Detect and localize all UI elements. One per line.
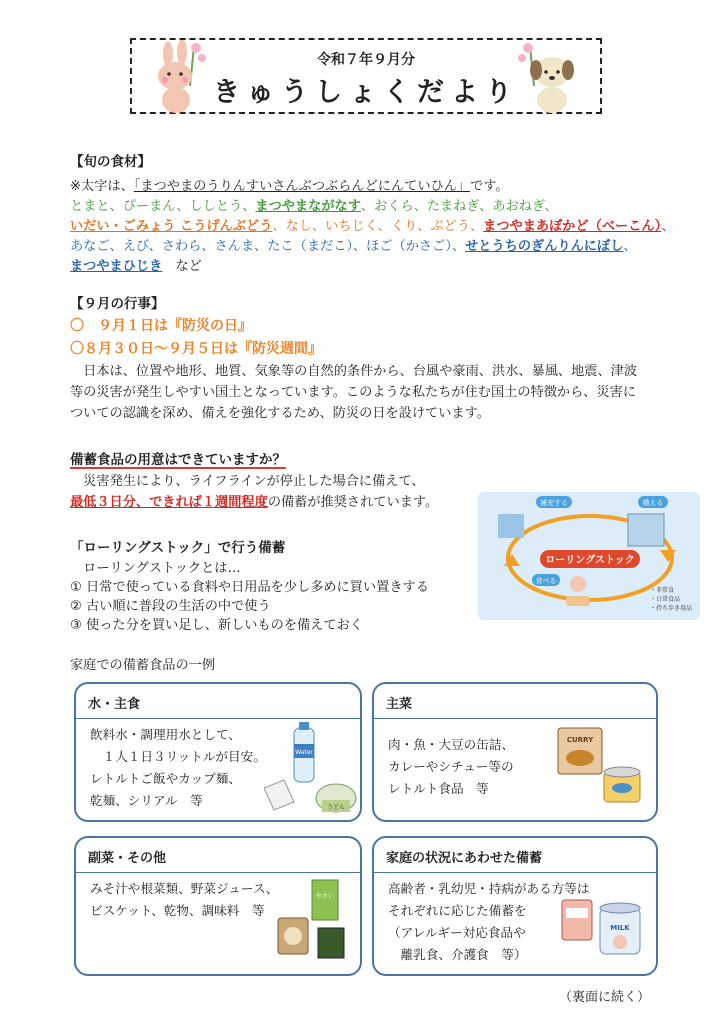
diagram-eat-label: 食べる: [535, 577, 557, 585]
brand-nagaasu: まつやまながなす: [255, 199, 361, 214]
rolling-step-1: ① 日常で使っている食料や日用品を少し多めに買い置きする: [70, 580, 429, 595]
card-main-dish: [372, 682, 658, 822]
card-line: 肉・魚・大豆の缶詰、: [388, 737, 514, 752]
event-disaster-week: 〇８月３０日～９月５日は『防災週間』: [70, 341, 322, 357]
card-line: みそ汁や根菜類、野菜ジュース、: [90, 881, 279, 896]
stock-question: 備蓄食品の用意はできていますか？: [70, 452, 286, 468]
card-line: 乾麺、シリアル 等: [90, 793, 203, 808]
events-paragraph-2: 等の災害が発生しやすい国土となっています。このような私たちが住む国土の特徴から、災害に: [70, 385, 637, 400]
continued-on-back: （裏面に続く）: [558, 990, 650, 1005]
rolling-step-3: ③ 使った分を買い足し、新しいものを備えておく: [70, 618, 363, 633]
card-line: カレーやシチュー等の: [388, 759, 514, 774]
water-label: Water: [295, 749, 313, 756]
event-disaster-day: 〇 ９月１日は『防災の日』: [70, 318, 252, 334]
card-water-staple: [74, 682, 362, 822]
note-suffix: です。: [470, 179, 509, 194]
card-body: [90, 724, 266, 812]
seasonal-line-4: [70, 257, 202, 277]
shelf-icon: [628, 514, 664, 546]
miso-juice-seaweed-illustration: [272, 874, 360, 974]
events-heading: 【９月の行事】: [70, 296, 165, 312]
card-header: [374, 838, 656, 873]
diagram-center-label: ローリングストック: [545, 555, 635, 566]
cart-icon: [498, 514, 524, 538]
seasonal-line-2: [70, 217, 674, 237]
card-header: [76, 684, 360, 719]
card-body: [90, 878, 278, 922]
vegetables-2: 、おくら、たまねぎ、あおねぎ、: [360, 199, 558, 214]
comma: 、: [661, 219, 675, 234]
header-subtitle: 令和７年９月分: [317, 52, 415, 68]
vegetables-1: とまと、ぴーまん、ししとう、: [70, 199, 256, 214]
card-line: １人１日３リットルが目安。: [90, 749, 266, 764]
seasonal-line-3: [70, 237, 637, 257]
rolling-stock-diagram: [478, 492, 700, 620]
card-title: 副菜・その他: [88, 851, 167, 866]
brand-avocado: まつやまあぼかど（べーこん）: [483, 219, 662, 234]
person-eating-icon: [570, 576, 586, 592]
seafood: あなご、えび、さわら、さんま、たこ（まだこ）、ほご（かさご）、: [70, 239, 466, 254]
card-title: 主菜: [386, 697, 413, 712]
curry-label: CURRY: [566, 736, 594, 744]
rolling-intro: ローリングストックとは…: [70, 561, 241, 576]
rolling-title: 「ローリングストック」で行う備蓄: [70, 540, 286, 556]
diagram-store-label: 備える: [642, 499, 664, 507]
stock-line-1: 災害発生により、ライフラインが停止した場合に備えて、: [70, 474, 425, 489]
card-header: [76, 838, 360, 873]
rolling-step-2: ② 古い順に普段の生活の中で使う: [70, 599, 271, 614]
brand-niboshi: せとうちのぎんりんにぼし: [465, 239, 624, 254]
card-line: レトルト食品 等: [388, 781, 489, 796]
stock-duration: 最低３日分、できれば１週間程度: [70, 495, 268, 510]
brand-grape: いだい・ごみょう こうげんぶどう: [70, 219, 273, 234]
card-household-specific: [372, 836, 658, 976]
baby-food-and-milk-illustration: [558, 890, 650, 974]
events-paragraph-1: 日本は、位置や地形、地質、気象等の自然的条件から、台風や豪雨、洪水、暴風、地震、津波: [70, 364, 638, 379]
stock-item-3: ・持ち歩き用品: [650, 605, 693, 612]
card-line: 飲料水・調理用水として、: [90, 727, 241, 742]
curry-and-can-illustration: [554, 722, 650, 818]
seasonal-heading: 【旬の食材】: [70, 154, 151, 170]
comma: 、: [623, 239, 637, 254]
card-line: レトルトご飯やカップ麺、: [90, 771, 241, 786]
diagram-buy-label: 補充する: [540, 499, 568, 507]
dog-illustration: [512, 40, 578, 114]
stock-line-2: [70, 493, 438, 513]
etc: など: [162, 259, 202, 274]
card-line: それぞれに応じた備蓄を: [388, 903, 527, 918]
seasonal-note: [70, 177, 509, 197]
card-line: 離乳食、介護食 等）: [388, 947, 527, 962]
brand-hijiki: まつやまひじき: [70, 259, 163, 274]
card-title: 水・主食: [88, 697, 141, 712]
page-title: きゅうしょくだより: [213, 77, 519, 108]
rabbit-illustration: [150, 40, 214, 114]
card-header: [374, 684, 656, 719]
water-bottle-and-noodles-illustration: [264, 718, 360, 820]
card-title: 家庭の状況にあわせた備蓄: [386, 851, 543, 866]
note-brand: 「まつやまのうりんすいさんぶつぶらんどにんていひん」: [133, 179, 471, 194]
seasonal-line-1: [70, 197, 558, 217]
card-side-dishes: [74, 836, 362, 976]
juice-label: やさい: [315, 893, 335, 900]
examples-heading: 家庭での備蓄食品の一例: [70, 658, 216, 673]
card-line: ビスケット、乾物、調味料 等: [90, 903, 265, 918]
stock-recommend: の備蓄が推奨されています。: [267, 495, 439, 510]
events-paragraph-3: ついての認識を深め、備えを強化するため、防災の日を設けています。: [70, 406, 490, 421]
card-line: 高齢者・乳幼児・持病がある方等は: [388, 881, 590, 896]
stock-item-2: ・日常食品: [650, 596, 681, 603]
card-line: （アレルギー対応食品や: [388, 925, 526, 940]
note-prefix: ※太字は、: [70, 179, 134, 194]
fruits: 、なし、いちじく、くり、ぶどう、: [272, 219, 484, 234]
card-body: [388, 734, 514, 800]
milk-label: MILK: [610, 924, 630, 932]
stock-item-1: ・非常食: [650, 587, 675, 594]
udon-label: うどん: [326, 804, 346, 811]
